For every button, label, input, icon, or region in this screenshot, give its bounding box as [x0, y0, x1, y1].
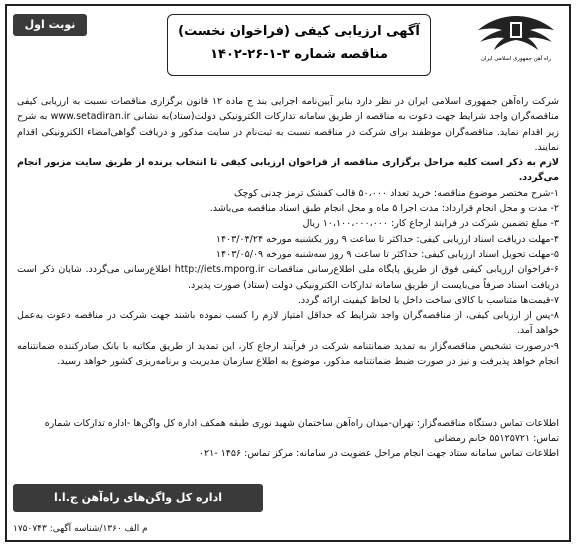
- ad-title: آگهی ارزیابی کیفی (فراخوان نخست): [178, 24, 420, 39]
- item-invitation: ۸-پس از ارزیابی کیفی، از مناقصه‌گران واجد شرایط که حداقل امتیاز لازم را کسب نموده باشند جهت شرکت در مناقصه دعوت به‌عمل خواهد آمد.: [17, 310, 559, 337]
- item-guarantee-extension: ۹-درصورت تشخیص مناقصه‌گزار به تمدید ضمانتنامه شرکت در فرآیند ارجاع کار، این تمدید از طریق مکاتبه با بانک صادرکننده ضمانتنامه انجام خواهد پذیرفت و نیز در صورت ضبط ضمانتنامه مذکور، موضوع به اطلاع سازمان مدیریت و برنامه‌ریزی کشور خواهد رسید.: [17, 340, 559, 368]
- tender-number: مناقصه شماره ۳-۱-۲۶-۱۴۰۲: [210, 47, 388, 62]
- title-box: [167, 14, 431, 76]
- advertisement-page: [5, 4, 571, 542]
- round-badge: نوبت اول: [13, 14, 87, 36]
- footer-bar: [13, 484, 563, 512]
- railway-logo: [471, 10, 561, 76]
- contacts-section: [17, 416, 559, 461]
- item-prices: ۷-قیمت‌ها متناسب با کالای ساخت داخل با لحاظ کیفیت ارائه گردد.: [297, 294, 559, 306]
- header: [7, 6, 569, 84]
- contact-organizer: اطلاعات تماس دستگاه مناقصه‌گزار: تهران-میدان راه‌آهن ساختمان شهید نوری طبقه همکف اداره کل واگن‌ها -اداره تدارکات شماره تماس: ۵۵۱۲۵۷۲۱ خانم رمضانی: [44, 418, 559, 444]
- item-submit-deadline: ۵-مهلت تحویل اسناد ارزیابی کیفی: حداکثر تا ساعت ۹ روز سه‌شنبه مورخه ۱۴۰۳/۰۵/۰۹: [215, 248, 559, 260]
- item-notification: ۶-فراخوان ارزیابی کیفی فوق از طریق پایگاه ملی اطلاع‌رسانی مناقصات http://iets.mporg.ir اطلاع‌رسانی می‌گردد. شایان ذکر است دریافت اسناد صرفاً می‌بایست از طریق سامانه تدارکات الکترونیکی دولت (ستاد) صورت پذیرد.: [17, 264, 559, 291]
- winged-emblem-icon: [471, 10, 561, 54]
- item-guarantee: ۳- مبلغ تضمین شرکت در فرایند ارجاع کار: ۱۰،۱۰۰،۰۰۰،۰۰۰ ریال: [302, 218, 559, 230]
- intro-paragraph: شرکت راه‌آهن جمهوری اسلامی ایران در نظر دارد بنابر آیین‌نامه اجرایی بند ج ماده ۱۲ قانون برگزاری مناقصات نسبت به ارزیابی کیفی مناقصه‌گران واجد شرایط جهت دعوت به مناقصه از طریق سامانه تدارکات الکترونیکی دولت(ستاد)به نشانی www.setadiran.ir به شرح زیر اقدام نماید. مناقصه‌گران موظفند برای شرکت در مناقصه نسبت به ثبت‌نام در سایت مذکور و دریافت گواهی‌امضاء الکترونیکی اقدام نمایند.: [17, 96, 559, 153]
- item-duration: ۲- مدت و محل انجام قرارداد: مدت اجرا ۵ ماه و محل انجام طبق اسناد مناقصه می‌باشد.: [209, 203, 559, 215]
- item-subject: ۱-شرح مختصر موضوع مناقصه: خرید تعداد ۵۰،۰۰۰ قالب کفشک ترمز چدنی کوچک: [233, 187, 559, 199]
- note-paragraph: لازم به ذکر است کلیه مراحل برگزاری مناقصه از فراخوان ارزیابی کیفی تا انتخاب برنده از طریق سایت مزبور انجام می‌گردد.: [17, 157, 559, 184]
- item-receive-deadline: ۴-مهلت دریافت اسناد ارزیابی کیفی: حداکثر تا ساعت ۹ روز یکشنبه مورخه ۱۴۰۳/۰۴/۲۴: [215, 233, 559, 245]
- ad-body: [17, 94, 559, 369]
- logo-caption: راه آهن جمهوری اسلامی ایران: [480, 56, 552, 62]
- footer-org: اداره کل واگن‌های راه‌آهن ج.ا.ا: [13, 484, 263, 512]
- ad-id: م الف ۱۳۶۰/شناسه آگهی: ۱۷۵۰۷۴۳: [13, 524, 148, 534]
- contact-setad: اطلاعات تماس سامانه ستاد جهت انجام مراحل عضویت در سامانه: مرکز تماس: ۱۴۵۶ -۰۲۱: [198, 448, 559, 459]
